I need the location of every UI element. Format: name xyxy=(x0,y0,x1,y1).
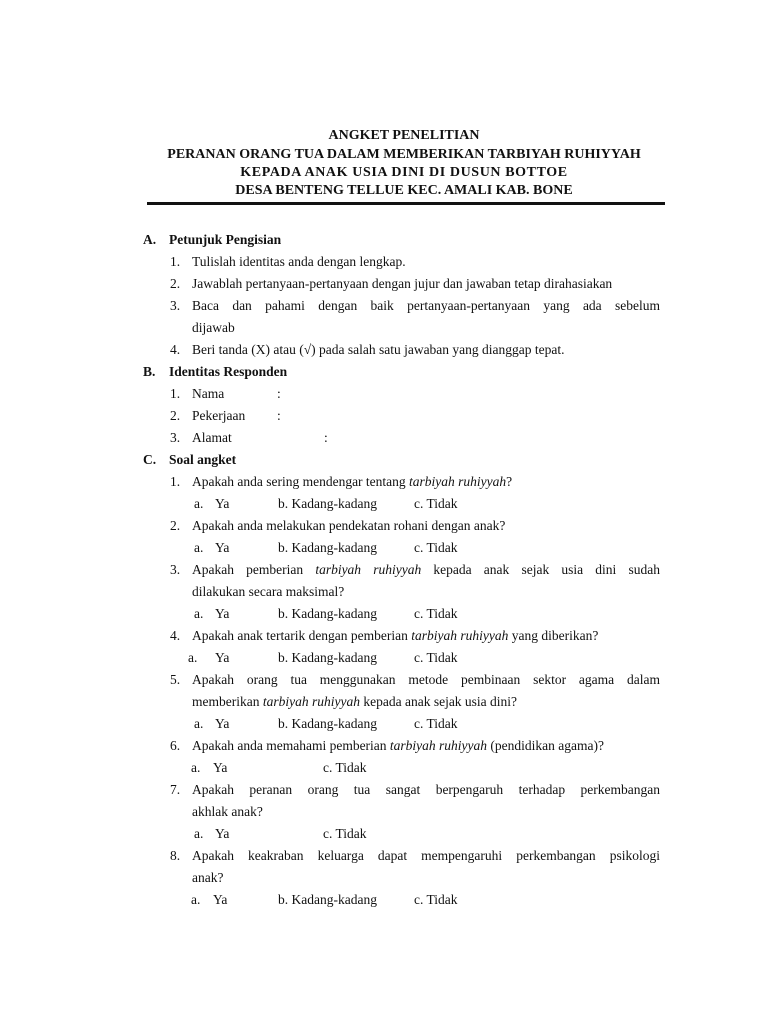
option-kadang: b. Kadang-kadang xyxy=(278,716,377,731)
question-text: Apakah pemberian tarbiyah ruhiyyah kepada anak sejak usia dini sudah xyxy=(192,562,660,577)
question-number: 7. xyxy=(170,782,181,797)
question-text-continued: memberikan tarbiyah ruhiyyah kepada anak sejak usia dini? xyxy=(192,694,518,709)
list-item-text: Tulislah identitas anda dengan lengkap. xyxy=(192,254,406,269)
option-ya: Ya xyxy=(215,716,230,731)
question-text: Apakah orang tua menggunakan metode pembinaan sektor agama dalam xyxy=(192,672,660,687)
question-text: Apakah anda melakukan pendekatan rohani dengan anak? xyxy=(192,518,506,533)
option-tidak: c. Tidak xyxy=(414,716,458,731)
field-label-nama: Nama xyxy=(192,386,225,401)
option-letter: a. xyxy=(194,606,204,621)
question-number: 8. xyxy=(170,848,181,863)
option-ya: Ya xyxy=(215,540,230,555)
list-item-text-continued: dijawab xyxy=(192,320,235,335)
question-number: 3. xyxy=(170,562,181,577)
section-c-letter: C. xyxy=(143,452,157,467)
title-line-4: DESA BENTENG TELLUE KEC. AMALI KAB. BONE xyxy=(235,183,573,198)
field-label-alamat: Alamat xyxy=(192,430,232,445)
option-letter: a. xyxy=(194,496,204,511)
question-text: Apakah anak tertarik dengan pemberian tarbiyah ruhiyyah yang diberikan? xyxy=(192,628,599,643)
field-colon: : xyxy=(324,430,328,445)
list-item-text: Beri tanda (X) atau (√) pada salah satu jawaban yang dianggap tepat. xyxy=(192,342,565,357)
question-number: 5. xyxy=(170,672,181,687)
option-ya: Ya xyxy=(215,496,230,511)
question-text: Apakah keakraban keluarga dapat mempengaruhi perkembangan psikologi xyxy=(192,848,660,863)
option-tidak: c. Tidak xyxy=(414,496,458,511)
option-ya: Ya xyxy=(213,892,228,907)
option-tidak: c. Tidak xyxy=(323,760,367,775)
question-text: Apakah anda sering mendengar tentang tarbiyah ruhiyyah? xyxy=(192,474,513,489)
section-c-heading: Soal angket xyxy=(169,452,237,467)
question-number: 1. xyxy=(170,474,181,489)
list-item-number: 4. xyxy=(170,342,181,357)
option-ya: Ya xyxy=(215,650,230,665)
option-ya: Ya xyxy=(213,760,228,775)
option-letter: a. xyxy=(194,540,204,555)
question-text-continued: dilakukan secara maksimal? xyxy=(192,584,345,599)
list-item-number: 3. xyxy=(170,298,181,313)
list-item-number: 2. xyxy=(170,276,181,291)
question-number: 2. xyxy=(170,518,181,533)
section-a-heading: Petunjuk Pengisian xyxy=(169,232,282,247)
option-letter: a. xyxy=(191,760,201,775)
field-colon: : xyxy=(277,386,281,401)
option-letter: a. xyxy=(194,826,204,841)
question-number: 6. xyxy=(170,738,181,753)
option-kadang: b. Kadang-kadang xyxy=(278,496,377,511)
question-text-continued: akhlak anak? xyxy=(192,804,263,819)
section-a-letter: A. xyxy=(143,232,157,247)
option-ya: Ya xyxy=(215,606,230,621)
field-number: 2. xyxy=(170,408,181,423)
option-letter: a. xyxy=(194,716,204,731)
question-text: Apakah peranan orang tua sangat berpengaruh terhadap perkembangan xyxy=(192,782,660,797)
list-item-number: 1. xyxy=(170,254,181,269)
option-tidak: c. Tidak xyxy=(414,540,458,555)
option-kadang: b. Kadang-kadang xyxy=(278,650,377,665)
field-colon: : xyxy=(277,408,281,423)
field-number: 1. xyxy=(170,386,181,401)
option-kadang: b. Kadang-kadang xyxy=(278,540,377,555)
list-item-text: Jawablah pertanyaan-pertanyaan dengan jujur dan jawaban tetap dirahasiakan xyxy=(192,276,613,291)
title-line-3: KEPADA ANAK USIA DINI DI DUSUN BOTTOE xyxy=(240,165,568,180)
title-divider xyxy=(147,202,665,205)
option-kadang: b. Kadang-kadang xyxy=(278,892,377,907)
section-b-letter: B. xyxy=(143,364,156,379)
question-text: Apakah anda memahami pemberian tarbiyah ruhiyyah (pendidikan agama)? xyxy=(192,738,604,753)
option-letter: a. xyxy=(191,892,201,907)
field-label-pekerjaan: Pekerjaan xyxy=(192,408,246,423)
option-letter: a. xyxy=(188,650,198,665)
title-line-1: ANGKET PENELITIAN xyxy=(328,128,480,143)
title-line-2: PERANAN ORANG TUA DALAM MEMBERIKAN TARBIYAH RUHIYYAH xyxy=(167,147,641,162)
option-tidak: c. Tidak xyxy=(323,826,367,841)
option-ya: Ya xyxy=(215,826,230,841)
list-item-text: Baca dan pahami dengan baik pertanyaan-pertanyaan yang ada sebelum xyxy=(192,298,660,313)
question-text-continued: anak? xyxy=(192,870,224,885)
question-number: 4. xyxy=(170,628,181,643)
field-number: 3. xyxy=(170,430,181,445)
option-tidak: c. Tidak xyxy=(414,606,458,621)
option-kadang: b. Kadang-kadang xyxy=(278,606,377,621)
option-tidak: c. Tidak xyxy=(414,892,458,907)
option-tidak: c. Tidak xyxy=(414,650,458,665)
section-b-heading: Identitas Responden xyxy=(169,364,288,379)
